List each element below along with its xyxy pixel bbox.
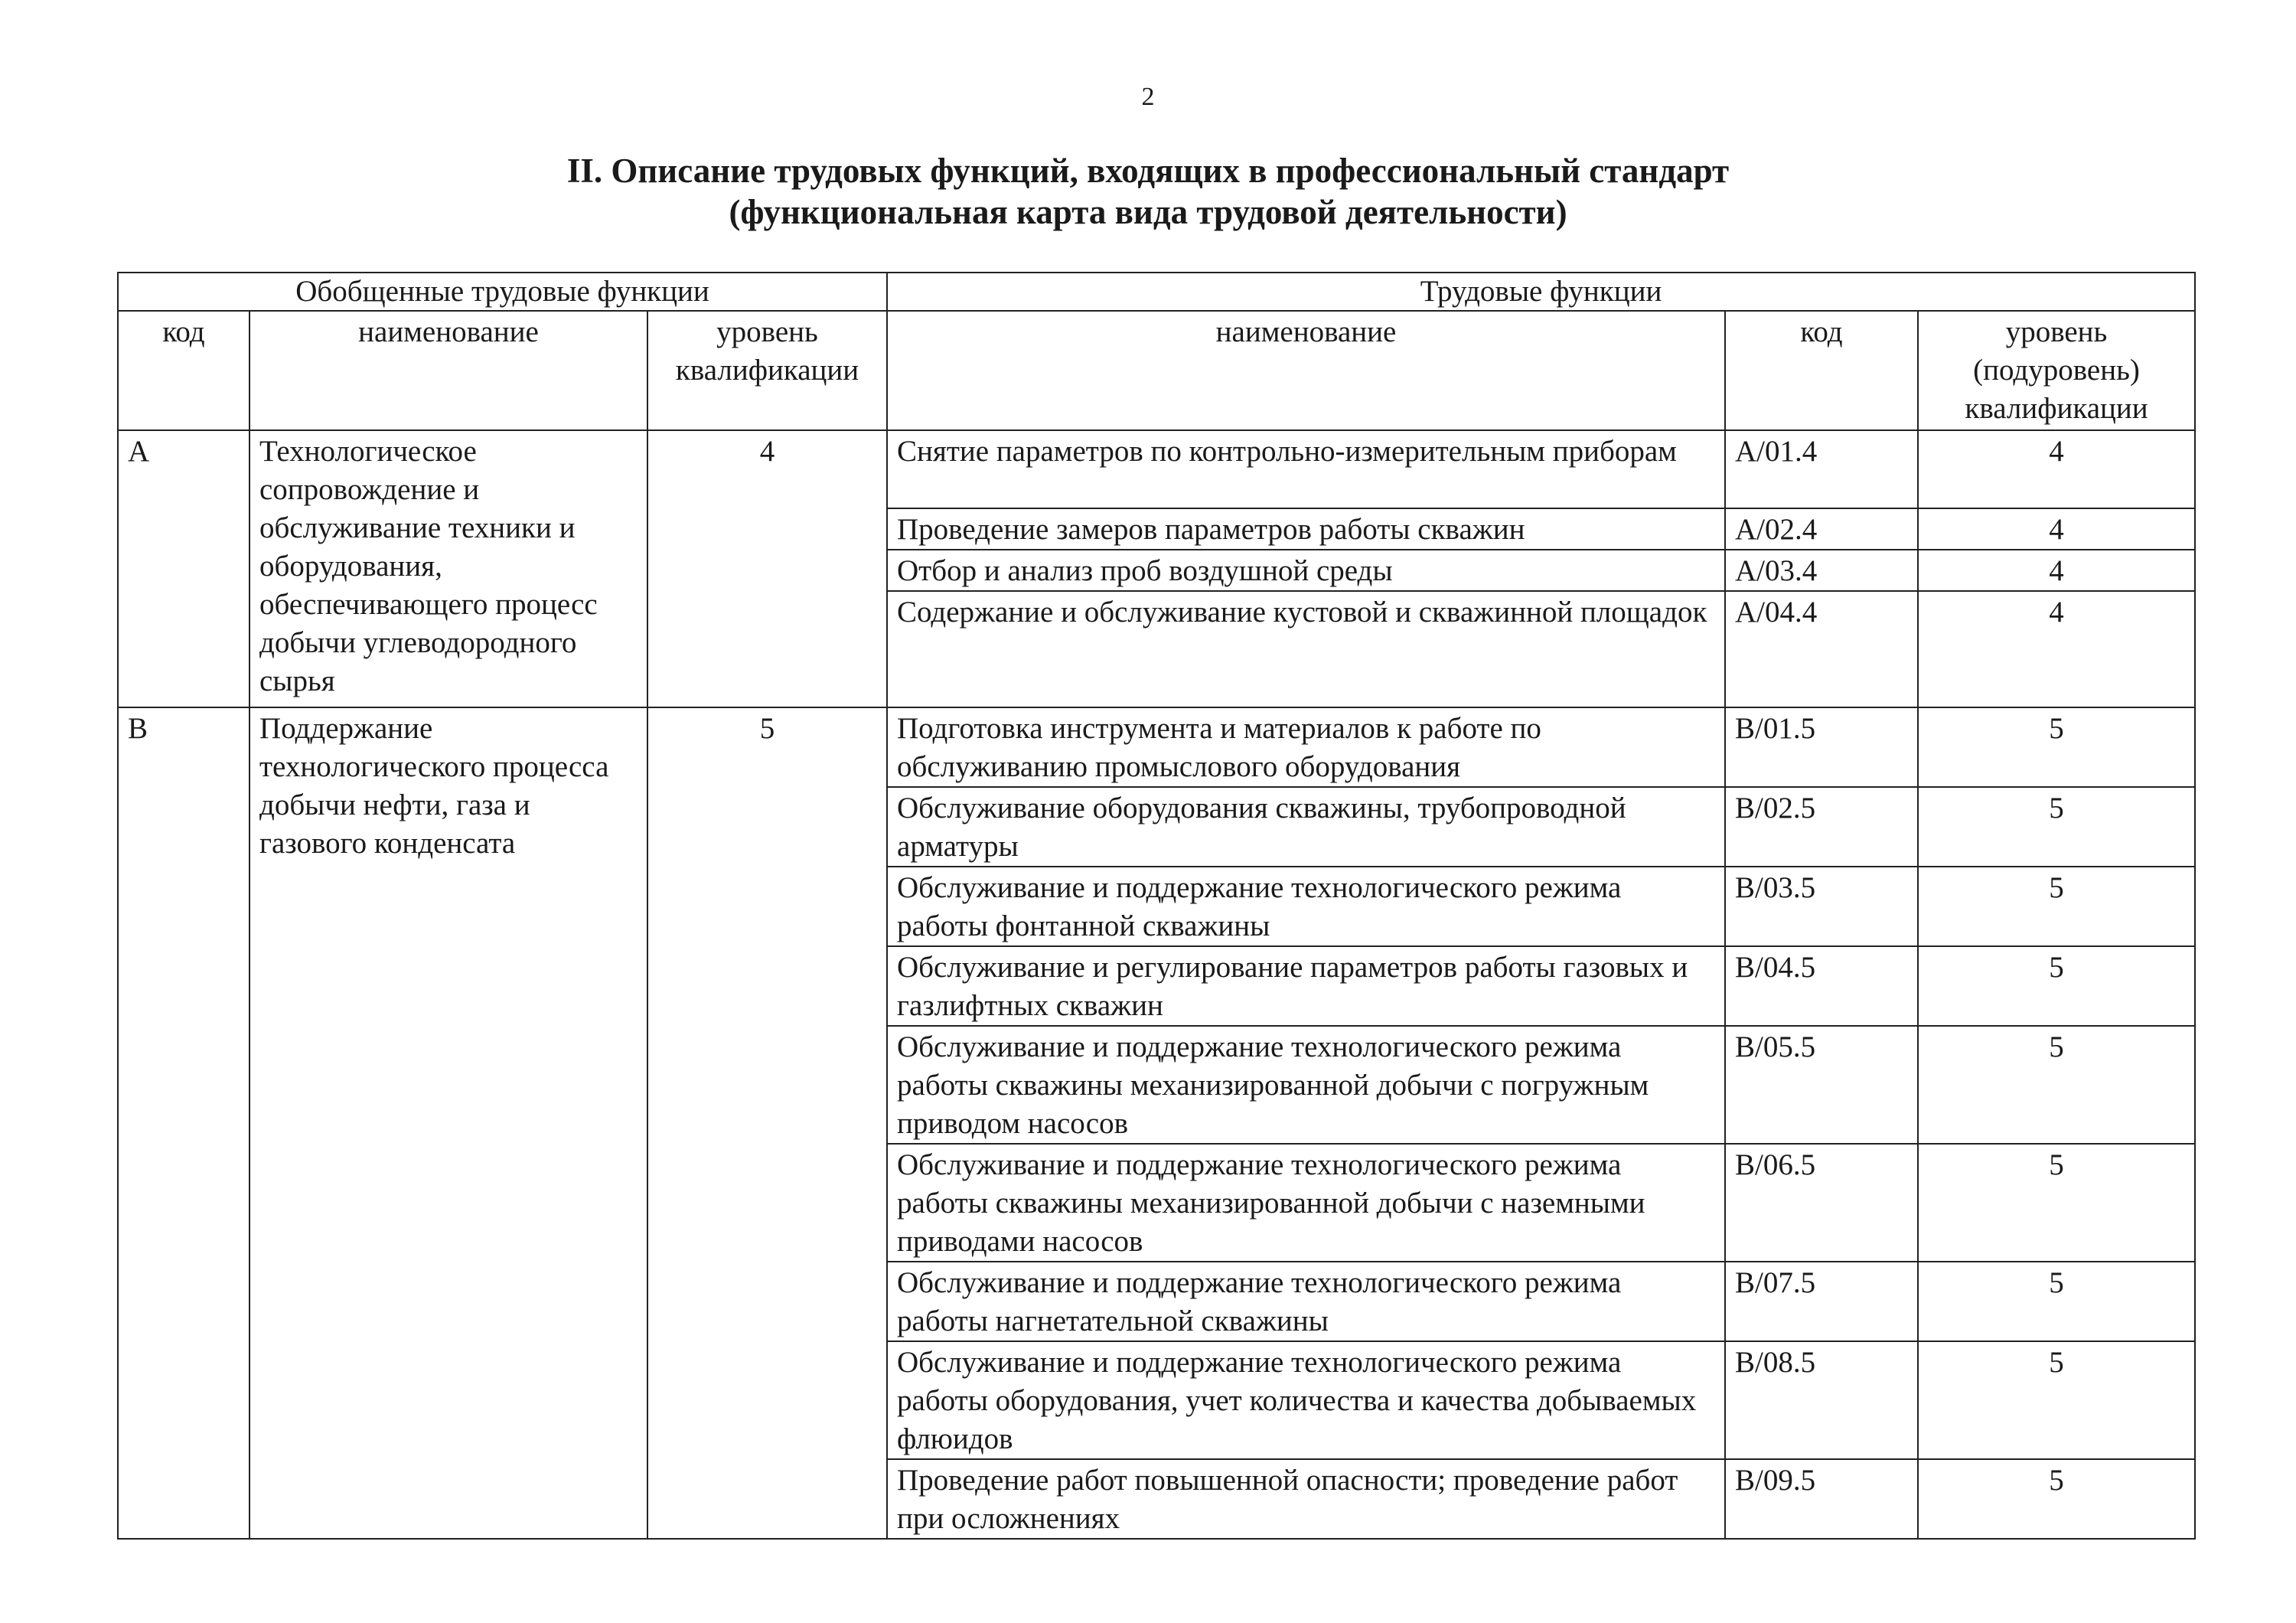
function-name: Обслуживание и поддержание технологического режима работы оборудования, учет количества и качества добываемых флюидов: [887, 1341, 1725, 1459]
function-code: B/09.5: [1725, 1459, 1918, 1539]
function-code: A/04.4: [1725, 591, 1918, 707]
col-header-function-code: код: [1725, 311, 1918, 430]
col-header-function-level: уровень (подуровень) квалификации: [1918, 311, 2195, 430]
table-row: [118, 707, 2195, 787]
function-name: Обслуживание и поддержание технологического режима работы нагнетательной скважины: [887, 1262, 1725, 1341]
function-name: Обслуживание и поддержание технологического режима работы скважины механизированной добычи с наземными приводами насосов: [887, 1144, 1725, 1262]
function-level: 5: [1918, 1026, 2195, 1144]
title-line-1: II. Описание трудовых функций, входящих в профессиональный стандарт: [566, 152, 1730, 190]
function-level: 4: [1918, 591, 2195, 707]
function-name: Проведение замеров параметров работы скважин: [887, 508, 1725, 550]
group-level: 5: [647, 707, 887, 1539]
labor-functions-header: Трудовые функции: [887, 273, 2195, 311]
function-level: 4: [1918, 508, 2195, 550]
function-code: B/02.5: [1725, 787, 1918, 867]
function-name: Подготовка инструмента и материалов к работе по обслуживанию промыслового оборудования: [887, 707, 1725, 787]
function-name: Обслуживание и поддержание технологического режима работы скважины механизированной добычи с погружным приводом насосов: [887, 1026, 1725, 1144]
function-level: 4: [1918, 430, 2195, 508]
col-header-level: уровень квалификации: [647, 311, 887, 430]
title-line-2: (функциональная карта вида трудовой деятельности): [729, 193, 1567, 231]
function-code: B/06.5: [1725, 1144, 1918, 1262]
function-code: A/01.4: [1725, 430, 1918, 508]
function-name: Содержание и обслуживание кустовой и скважинной площадок: [887, 591, 1725, 707]
function-code: A/03.4: [1725, 550, 1918, 591]
col-header-code: код: [118, 311, 249, 430]
function-level: 5: [1918, 1459, 2195, 1539]
col-header-function-name: наименование: [887, 311, 1725, 430]
function-level: 5: [1918, 787, 2195, 867]
group-level: 4: [647, 430, 887, 707]
column-header-row: [118, 311, 2195, 430]
group-header-row: [118, 273, 2195, 311]
generalized-functions-header: Обобщенные трудовые функции: [118, 273, 887, 311]
function-code: B/04.5: [1725, 946, 1918, 1026]
function-name: Снятие параметров по контрольно-измерительным приборам: [887, 430, 1725, 508]
page-title: [0, 150, 2296, 233]
function-level: 5: [1918, 707, 2195, 787]
function-name: Обслуживание оборудования скважины, трубопроводной арматуры: [887, 787, 1725, 867]
function-level: 5: [1918, 1144, 2195, 1262]
function-code: B/07.5: [1725, 1262, 1918, 1341]
function-level: 5: [1918, 867, 2195, 946]
functional-map-table: [117, 272, 2196, 1540]
group-name: Технологическое сопровождение и обслуживание техники и оборудования, обеспечивающего процесс добычи углеводородного сырья: [249, 430, 647, 707]
function-name: Отбор и анализ проб воздушной среды: [887, 550, 1725, 591]
function-code: A/02.4: [1725, 508, 1918, 550]
function-name: Проведение работ повышенной опасности; проведение работ при осложнениях: [887, 1459, 1725, 1539]
function-name: Обслуживание и поддержание технологического режима работы фонтанной скважины: [887, 867, 1725, 946]
page-number: 2: [1141, 83, 1155, 111]
function-level: 4: [1918, 550, 2195, 591]
col-header-name: наименование: [249, 311, 647, 430]
function-name: Обслуживание и регулирование параметров работы газовых и газлифтных скважин: [887, 946, 1725, 1026]
function-code: B/01.5: [1725, 707, 1918, 787]
function-level: 5: [1918, 946, 2195, 1026]
function-level: 5: [1918, 1341, 2195, 1459]
function-code: B/03.5: [1725, 867, 1918, 946]
group-name: Поддержание технологического процесса добычи нефти, газа и газового конденсата: [249, 707, 647, 1539]
function-level: 5: [1918, 1262, 2195, 1341]
group-code: A: [118, 430, 249, 707]
function-code: B/05.5: [1725, 1026, 1918, 1144]
function-code: B/08.5: [1725, 1341, 1918, 1459]
table-row: [118, 430, 2195, 508]
group-code: B: [118, 707, 249, 1539]
